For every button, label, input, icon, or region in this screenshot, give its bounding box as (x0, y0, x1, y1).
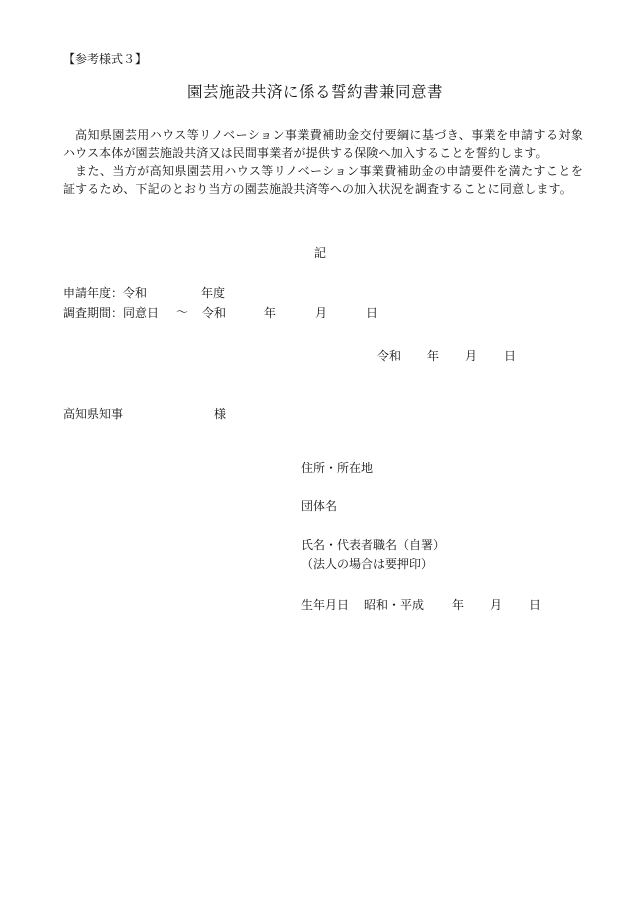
reference-form-label: 【参考様式３】 (63, 52, 148, 66)
birth-date-eras: 昭和・平成 (364, 598, 425, 612)
birth-date-year: 年 (452, 598, 465, 612)
ki-heading: 記 (314, 246, 327, 260)
addressee-honorific: 様 (214, 407, 227, 421)
survey-period-label: 調査期間：同意日 (63, 306, 160, 320)
birth-date-day: 日 (529, 598, 542, 612)
application-year-label: 申請年度：令和 (63, 286, 148, 300)
document-date-year: 年 (427, 349, 440, 363)
survey-period-era: 令和 (202, 306, 227, 320)
addressee-label: 高知県知事 (63, 407, 124, 421)
address-label: 住所・所在地 (301, 461, 374, 475)
seal-note: （法人の場合は要押印） (301, 557, 434, 571)
organization-label: 団体名 (301, 499, 338, 513)
application-year-suffix: 年度 (201, 286, 226, 300)
birth-date-month: 月 (490, 598, 503, 612)
survey-period-day: 日 (366, 306, 379, 320)
survey-period-tilde: ～ (176, 305, 189, 319)
name-title-label: 氏名・代表者職名（自署） (301, 538, 446, 552)
consent-paragraph: また、当方が高知県園芸用ハウス等リノベーション事業費補助金の申請要件を満たすことを証するため、下記のとおり当方の園芸施設共済等への加入状況を調査することに同意します。 (63, 164, 583, 196)
birth-date-label: 生年月日 (301, 598, 350, 612)
pledge-paragraph: 高知県園芸用ハウス等リノベーション事業費補助金交付要綱に基づき、事業を申請する対象ハウス本体が園芸施設共済又は民間事業者が提供する保険へ加入することを誓約します。 (63, 128, 583, 160)
document-date-day: 日 (504, 349, 517, 363)
document-date-era: 令和 (377, 349, 402, 363)
document-date-month: 月 (465, 349, 478, 363)
page-title: 園芸施設共済に係る誓約書兼同意書 (186, 83, 443, 101)
survey-period-month: 月 (315, 306, 328, 320)
survey-period-year: 年 (264, 306, 277, 320)
